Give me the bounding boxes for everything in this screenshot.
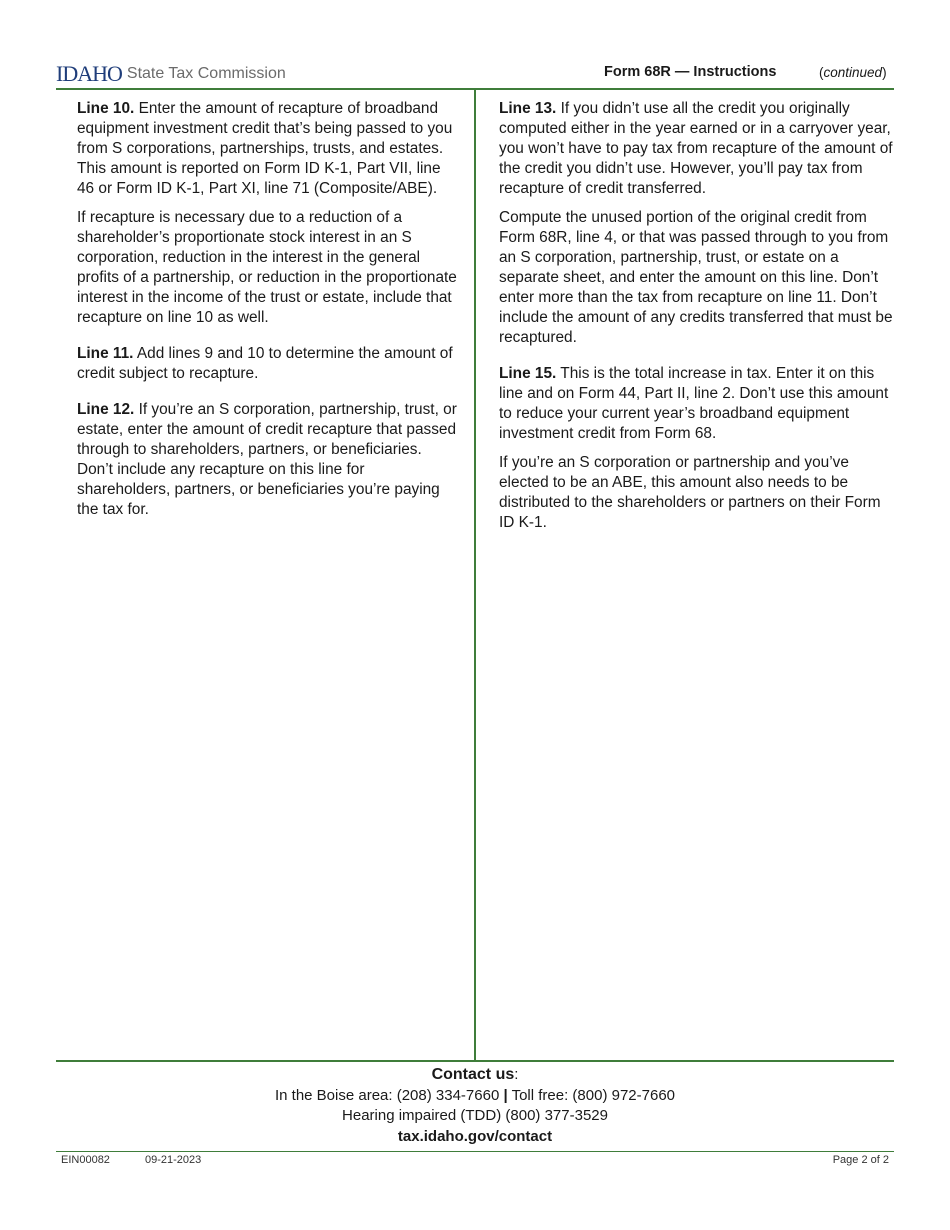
line-label: Line 15. (499, 365, 557, 382)
left-column (77, 99, 457, 529)
line-10-paragraph (77, 99, 457, 199)
form-code: EIN00082 (61, 1154, 110, 1166)
page-header (56, 62, 894, 88)
continued-note: (continued) (819, 65, 887, 80)
paragraph-text: If you’re an S corporation, partnership, trust, or estate, enter the amount of credit recapture that passed through to shareholders, partners, or beneficiaries. Don’t include any recapture on this line for shareholders, partners, or beneficiaries you’re paying the tax for. (77, 401, 457, 518)
form-title: Form 68R — Instructions (604, 64, 777, 80)
right-column (499, 99, 894, 542)
continued-text: continued (823, 65, 883, 80)
idaho-logo (56, 62, 286, 86)
line-15-continuation (499, 453, 894, 533)
paragraph-text: Add lines 9 and 10 to determine the amount of credit subject to recapture. (77, 345, 453, 382)
column-divider (474, 90, 476, 1061)
contact-title: Contact us (431, 1066, 515, 1083)
footer-rule (56, 1060, 894, 1062)
line-label: Line 11. (77, 345, 134, 362)
toll-free-phone: Toll free: (800) 972-7660 (511, 1086, 676, 1104)
line-15-paragraph (499, 364, 894, 444)
page-number: Page 2 of 2 (832, 1154, 889, 1166)
paragraph-text: Enter the amount of recapture of broadband equipment investment credit that’s being passed to you from S corporations, partnerships, trusts, and estates. This amount is reported on Form ID K-1, Part VII, line 46 or Form ID K-1, Part XI, line 71 (Composite/ABE). (77, 100, 453, 197)
paragraph-text: If you didn’t use all the credit you originally computed either in the year earned or in a carryover year, you won’t have to pay tax from recapture of the amount of the credit you didn’t use. However, you’ll pay tax from recapture of credit transferred. (499, 100, 893, 197)
bottom-rule (56, 1151, 894, 1152)
logo-mark: IDAHO (56, 61, 122, 86)
tdd-phone: Hearing impaired (TDD) (800) 377-3529 (342, 1107, 608, 1124)
contact-url-link[interactable]: tax.idaho.gov/contact (397, 1127, 553, 1145)
line-12-paragraph (77, 400, 457, 520)
paragraph-text: This is the total increase in tax. Enter it on this line and on Form 44, Part II, line 2. Don’t use this amount to reduce your current year’s broadband equipment investment credit from Form 68. (499, 365, 889, 442)
paragraph-text: Compute the unused portion of the original credit from Form 68R, line 4, or that was passed through to you from an S corporation, partnership, trust, or estate on a separate sheet, and enter the amount on this line. Don’t enter more than the tax from recapture on line 11. Don’t include the amount of any credits transferred that must be recaptured. (499, 209, 893, 346)
line-13-continuation (499, 208, 894, 348)
phone-separator: | (503, 1086, 508, 1104)
line-label: Line 12. (77, 401, 135, 418)
revision-date: 09-21-2023 (145, 1154, 202, 1166)
boise-phone: In the Boise area: (208) 334-7660 (274, 1086, 500, 1104)
line-11-paragraph (77, 344, 457, 384)
contact-title-line: Contact us: (431, 1066, 519, 1083)
paragraph-text: If recapture is necessary due to a reduction of a shareholder’s proportionate stock interest in an S corporation, reduction in the interest in the general profits of a partnership, or reduction in the proportionate interest in the income of the trust or estate, include that recapture on line 10 as well. (77, 209, 457, 326)
contact-phone-line (56, 1086, 894, 1107)
line-10-continuation (77, 208, 457, 328)
contact-section (56, 1065, 894, 1147)
line-label: Line 10. (77, 100, 135, 117)
line-13-paragraph (499, 99, 894, 199)
line-label: Line 13. (499, 100, 557, 117)
paragraph-text: If you’re an S corporation or partnership and you’ve elected to be an ABE, this amount also needs to be distributed to the shareholders or partners on their Form ID K-1. (499, 454, 881, 531)
logo-text: State Tax Commission (126, 65, 286, 82)
